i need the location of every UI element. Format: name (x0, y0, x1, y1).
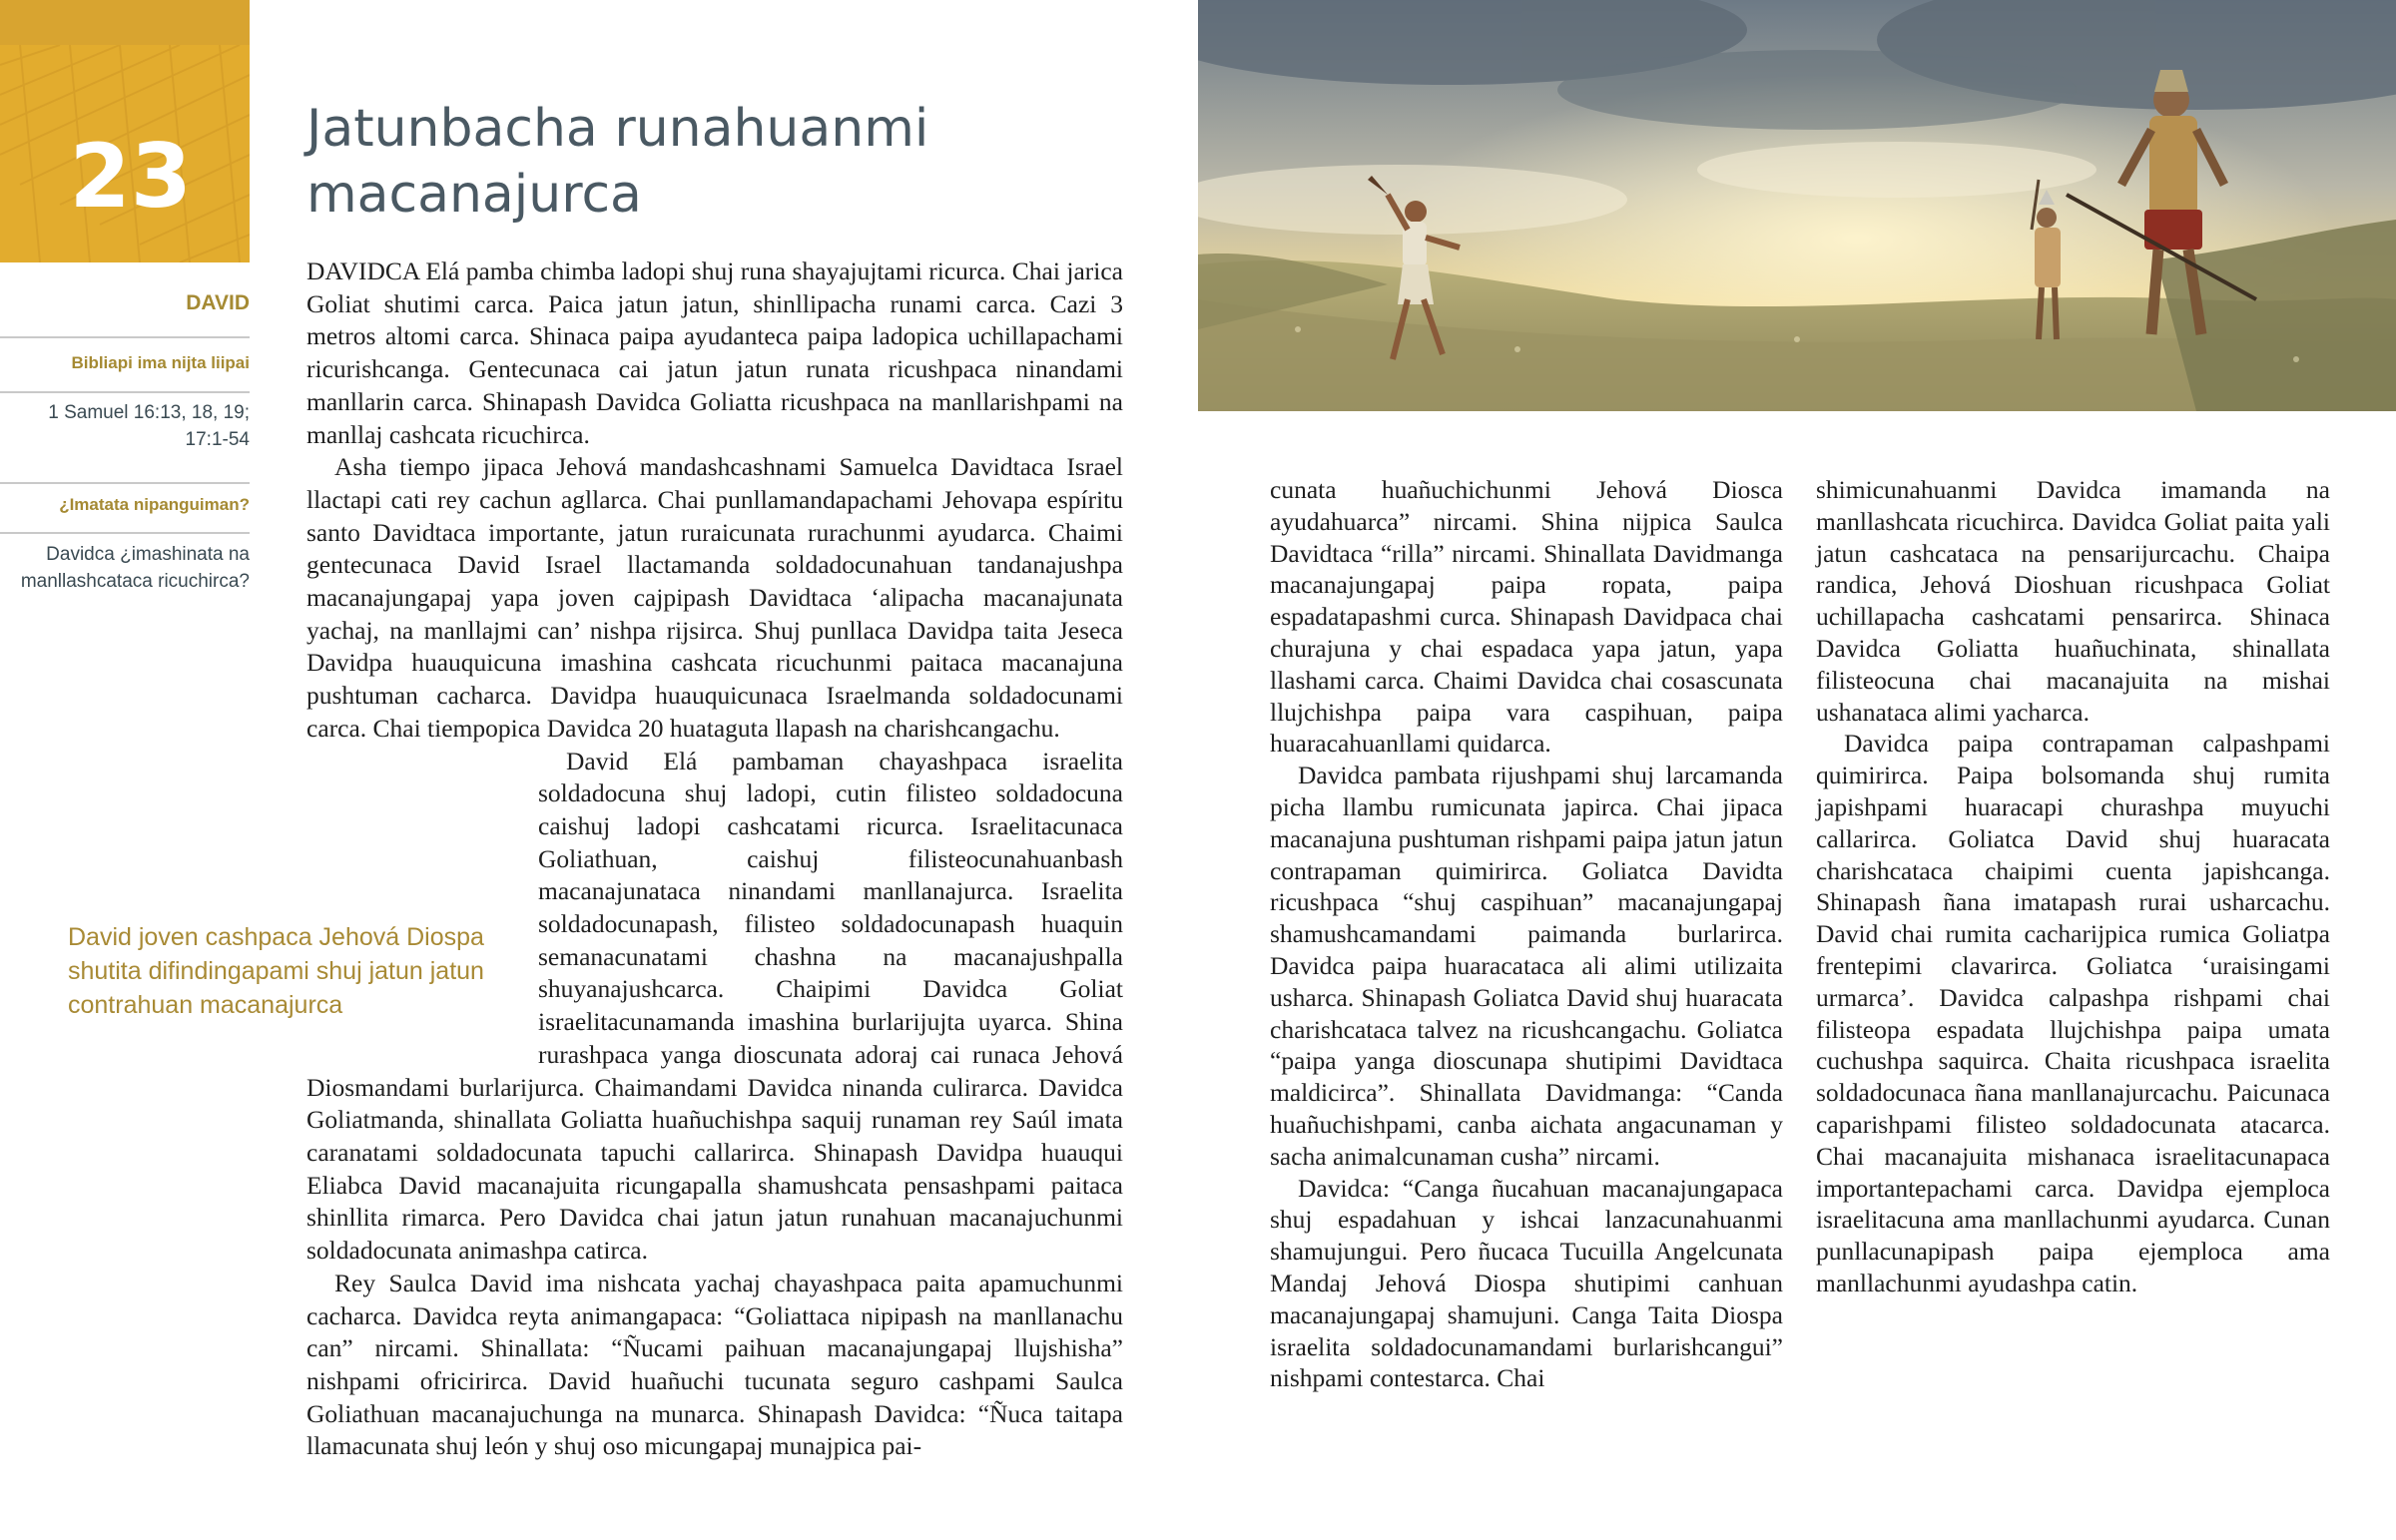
sidebar-divider (0, 482, 250, 484)
paragraph: Rey Saulca David ima nishcata yachaj chayashpaca paita apamuchunmi cacharca. Davidca reyta animangapaca: “Goliattaca nipipash na manllanachu can” nircami. Shinallata: “Ñucami paihuan macanajungapaj llujshisha” nishpami ofricirirca. David huañuchi tucunata seguro cashpami Saulca Goliathuan macanajuchunga na munarca. Shinapash Davidca: “Ñuca taitapa llamacunata shuj león y shuj oso micungapaj munajpica pai- (306, 1268, 1123, 1461)
paragraph: Davidca: “Canga ñucahuan macanajungapaca shuj espadahuan y ishcai lanzacunahuanmi shamujungui. Pero ñucaca Tucuilla Angelcunata Mandaj Jehová Diospa shutipimi canhuan macanajungapaj shamujuni. Canga Taita Diospa israelita soldadocunamandami burlarishcangui” nishpami contestarca. Chai (1270, 1173, 1783, 1393)
paragraph: shimicunahuanmi Davidca imamanda na manllashcata ricuchirca. Davidca Goliat paita yali jatun cashcataca na pensarijurcachu. Chaipa randica, Jehová Dioshuan ricushpaca Goliat uchillapacha cashcatami pensarirca. Shinaca Davidca Goliatta huañuchinata, shinallata filisteocuna chai macanajuita na mishai ushanataca alimi yacharca. (1816, 475, 2330, 727)
page-title: Jatunbacha runahuanmi macanajurca (306, 99, 929, 225)
paragraph: Davidca paipa contrapaman calpashpami quimirirca. Paipa bolsomanda shuj rumita japishpami huaracapi churashpa muyuchi callarirca. Goliatca David shuj huaracata charishcataca chaipimi cuenta japishcanga. Shinapash ñana imatapash rurai usharcachu. David chai rumita cacharijpica rumica Goliatpa frentepimi clavarirca. Goliatca ‘uraisingami urmarca’. Davidca calpashpa rishpami chai filisteopa espadata llujchishpa paipa umata cuchushpa saquirca. Chaita ricushpaca israelita soldadocunaca ñana manllanajurcachu. Paicunaca caparishpami filisteo soldadocunata atacarca. Chai macanajuita mishanaca israelitacunapaca importantepachami carca. Davidpa ejemploca israelitacuna ama manllachunmi ayudarca. Cunan punllacunapipash paipa ejemploca ama manllachunmi ayudashpa catin. (1816, 729, 2330, 1297)
sidebar-divider (0, 336, 250, 338)
paragraph-text: David Elá pambaman chayashpaca israelita soldadocuna shuj ladopi, cutin filisteo soldadocuna caishuj ladopi cashcatami ricurca. Israelitacunaca Goliathuan, caishuj filisteocunahuanbash macanajunataca ninandami manllanajurca. Israelita soldadocunapash, filisteo soldadocunapash huaquin semanacunatami chashna na macanajushpalla shuyanajushcarca. Chaipimi Davidca Goliat israelitacunamanda imashina burlarijujta uyarca. Shina rurashpaca yanga dioscunata adoraj cai runaca Jehová Diosmandami burlarijurca. Chaimandami Davidca ninanda culirarca. Davidca Goliatmanda, shinallata Goliatta huañuchishpa saquij runaman rey Saúl imata caranatami soldadocunata tapuchi callarirca. Shinapash Davidpa huauqui Eliabca David macanajuita ricungapalla shamushcata pensashpami paitaca shinllita rimarca. Pero Davidca chai jatun jatun runahuan macanajuchunmi soldadocunata animashpa catirca. (306, 746, 1123, 1266)
sidebar-character-name: DAVID (186, 291, 250, 314)
sidebar-top-band (0, 0, 250, 45)
illustration-caption: David joven cashpaca Jehová Diospa shutita difindingapami shuj jatun jatun contrahuan macanajurca (68, 923, 484, 1019)
body-column-1 (306, 256, 1123, 1463)
sidebar-divider (0, 532, 250, 534)
sidebar-question: Davidca ¿imashinata na manllashcataca ricuchirca? (20, 544, 250, 592)
sidebar-reference: 1 Samuel 16:13, 18, 19; 17:1-54 (48, 402, 250, 450)
sidebar-reference-label: Bibliapi ima nijta liipai (71, 353, 250, 372)
sidebar-divider (0, 391, 250, 393)
paragraph: Davidca pambata rijushpami shuj larcamanda picha llambu rumicunata japirca. Chai jipaca macanajuna pushtuman rishpami paipa jatun jatun contrapaman quimirirca. Goliatca Davidta ricushpaca “shuj caspihuan” macanajungapaj shamushcamandami paimanda burlarirca. Davidca paipa huaracataca ali alimi utilizaita usharca. Shinapash Goliatca David shuj huaracata charishcataca talvez na ricushcangachu. Goliatca “paipa yanga dioscunapa shutipimi Davidtaca maldicirca”. Shinallata Davidmanga: “Canda huañuchishpami, canba aichata angacunaman y sacha animalcunaman cusha” nircami. (1270, 761, 1783, 1171)
paragraph: cunata huañuchichunmi Jehová Diosca ayudahuarca” nircami. Shina nijpica Saulca Davidtaca “rilla” nircami. Shinallata Davidmanga macanajungapaj paipa ropata, paipa espadatapashmi curca. Shinapash Davidpaca chai churajuna y chai espadaca yapa jatun, yapa llashami carca. Chaimi Davidca chai cosascunata llujchishpa paipa vara caspihuan, paipa huaracahuanllami quidarca. (1270, 475, 1783, 759)
david-goliath-illustration (1198, 0, 2396, 411)
paragraph: Asha tiempo jipaca Jehová mandashcashnami Samuelca Davidtaca Israel llactapi cati rey cachun agllarca. Chai punllamandapachami Jehovapa espíritu santo Davidtaca importante, jatun ruraicunata rurachunmi ayudarca. Chaimi gentecunaca David Israel llactamanda soldadocunahuan tandanajushpa macanajungapaj yapa joven cajpipash Davidtaca ‘alipacha macanajunata yachaj, na manllajmi can’ nishpa rijsirca. Shuj punllaca Davidpa taita Jeseca Davidpa huauquicuna imashina cashcata ricuchunmi paitaca macanajuna pushtuman cacharca. Davidpa huauquicunaca Israelmanda soldadocunami carca. Chai tiempopica Davidca 20 huataguta llapash na charishcangachu. (306, 452, 1123, 743)
sidebar-lesson-label: ¿Imatata nipanguiman? (59, 495, 250, 514)
chapter-number: 23 (69, 125, 192, 228)
body-column-3 (1816, 474, 2330, 1299)
paragraph: DAVIDCA Elá pamba chimba ladopi shuj runa shayajujtami ricurca. Chai jarica Goliat shutimi carca. Paica jatun jatun, shinllipacha runami carca. Cazi 3 metros altomi carca. Shinaca paipa ayudanteca paipa ladopica uchillapachami ricurishcanga. Gentecunaca cai jatun jatun runata ricushpaca ninandami manllarin carca. Shinapash Davidca Goliatta ricushpaca na manllarishpami na manllaj cashcata ricuchirca. (306, 257, 1123, 449)
body-column-2 (1270, 474, 1783, 1394)
chapter-sidebar (0, 0, 250, 1540)
chapter-number-block (0, 45, 250, 262)
